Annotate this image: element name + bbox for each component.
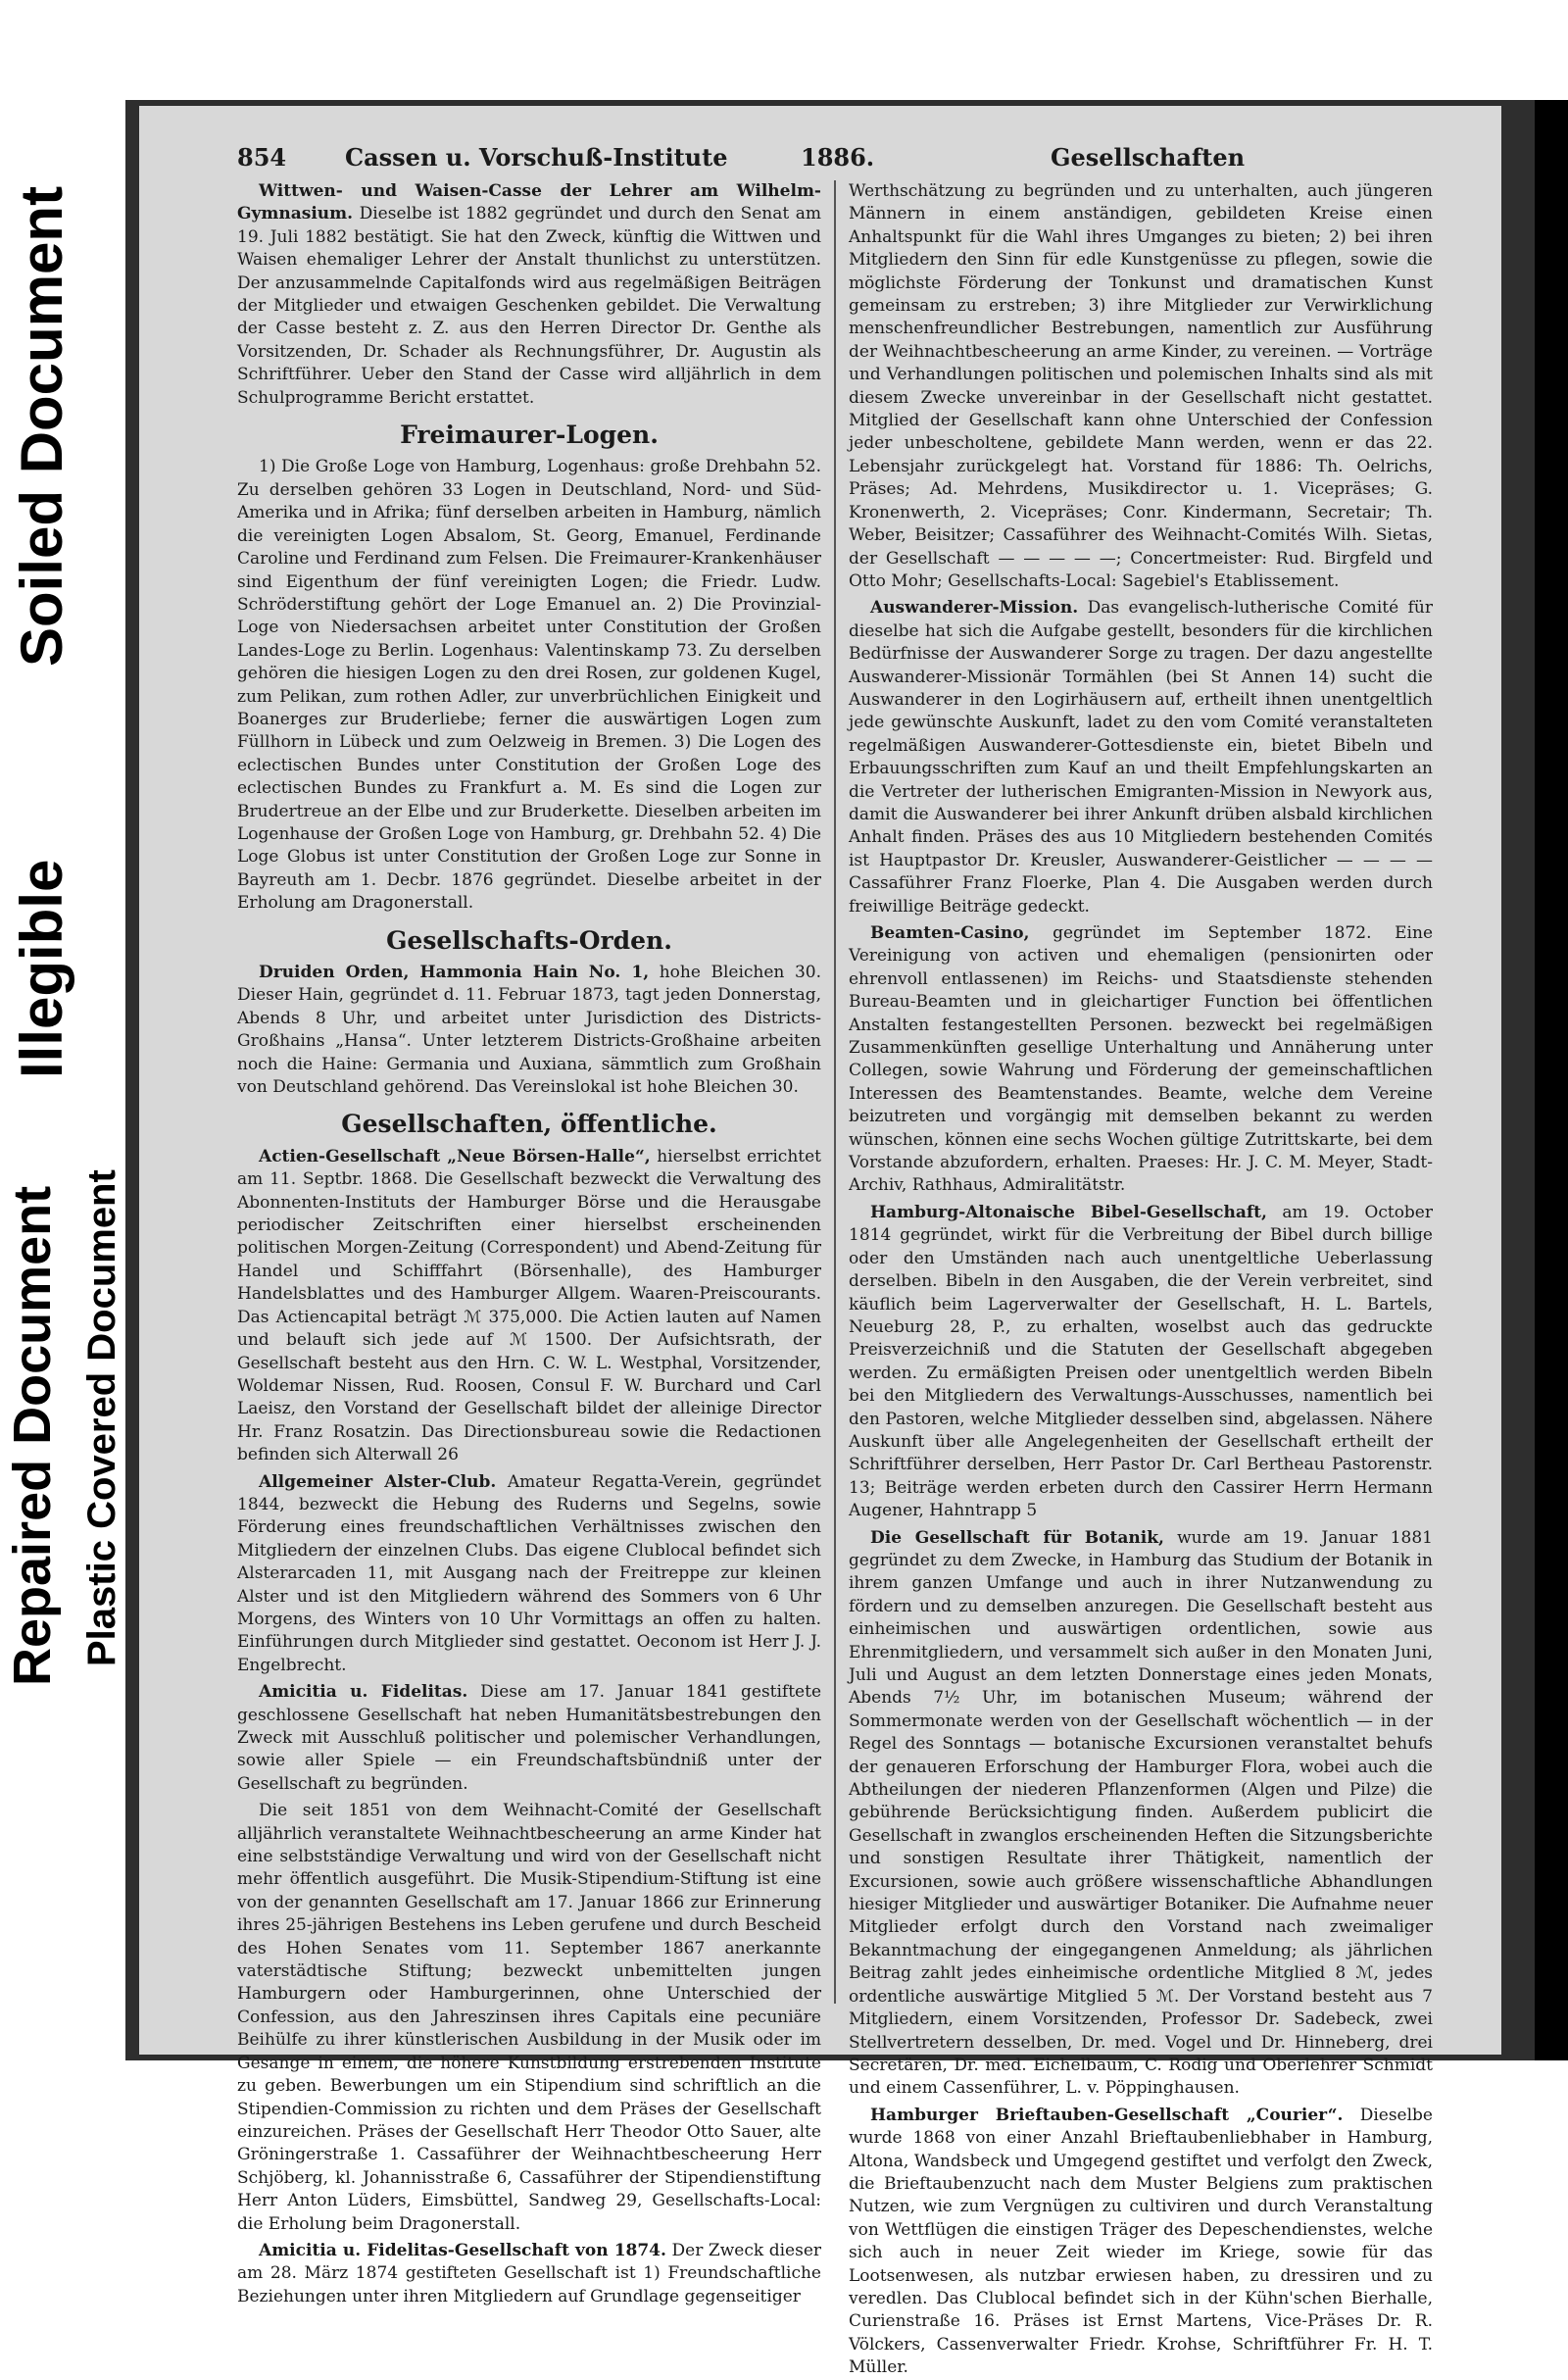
entry-text: Diese am 17. Januar 1841 gestiftete geschlossene Gesellschaft hat neben Humanitätsbestrebungen den Zweck mit Ausschluß politischer und polemischer Verhandlungen, sowie aller Spiele — ein Freundschaftsbündniß unter der Gesellschaft zu begründen. <box>237 1682 822 1794</box>
entry-text: hohe Bleichen 30. Dieser Hain, gegründet d. 11. Februar 1873, tagt jeden Donnerstag, Abends 8 Uhr, und arbeitet unter Jurisdiction des Districts-Großhains „Hansa“. Unter letzterem Districts-Großhaine arbeiten noch die Haine: Germania und Auxiana, sämmtlich zum Großhain von Deutschland gehörend. Das Vereinslokal ist hohe Bleichen 30. <box>237 963 821 1098</box>
running-header <box>237 139 1433 174</box>
illegible-stamp: Illegible <box>9 859 74 1078</box>
entry-boersenhalle <box>237 1146 821 1467</box>
entry-beamten-casino <box>849 922 1433 1198</box>
page-content <box>237 139 1434 2378</box>
entry-text: Dieselbe wurde 1868 von einer Anzahl Brieftaubenliebhaber in Hamburg, Altona, Wandsbeck und Umgegend gestiftet und verfolgt den Zweck, die Brieftaubenzucht nach dem Muster Belgiens zum praktischen Nutzen, wie zum Vergnügen zu cultiviren und durch Veranstaltung von Wettflügen die einstigen Träger des Depeschendienstes, welche sich auch in neuer Zeit wieder im Kriege, sowie für das Lootsenwesen, als nutzbar erwiesen haben, zu dressiren und zu veredlen. Das Clublocal befindet sich in der Kühn'schen Bierhalle, Curienstraße 16. Präses ist Ernst Martens, Vice-Präses Dr. R. Völckers, Cassenverwalter Friedr. Krohse, Schriftführer Fr. H. T. Müller. <box>849 2105 1433 2378</box>
scan-edge-right <box>1535 100 1568 2060</box>
entry-text: Der Zweck dieser am 28. März 1874 gestifteten Gesellschaft ist 1) Freundschaftliche Beziehungen unter ihren Mitgliedern auf Grundlage gegenseitiger <box>237 2240 822 2306</box>
left-column <box>237 180 822 2306</box>
soiled-document-stamp: Soiled Document <box>9 185 74 667</box>
repaired-document-stamp: Repaired Document <box>3 1185 62 1686</box>
running-title: Cassen u. Vorschuß-Institute <box>345 143 728 172</box>
entry-amicitia-stiftung: Die seit 1851 von dem Weihnacht-Comité der Gesellschaft alljährlich veranstaltete Weihnachtbescheerung an arme Kinder hat eine selbstständige Verwaltung und wird von der Gesellschaft nicht mehr öffentlich ausgeführt. Die Musik-Stipendium-Stiftung ist eine von der genannten Gesellschaft am 17. Januar 1866 zur Erinnerung ihres 25-jährigen Bestehens ins Leben gerufene und durch Bescheid des Hohen Senates vom 11. September 1867 anerkannte vaterstädtische Stiftung; bezweckt unbemittelten jungen Hamburgern oder Hamburgerinnen, ohne Unterschied der Confession, aus den Jahreszinsen ihres Capitals eine pecuniäre Beihülfe zu ihrer künstlerischen Ausbildung in der Musik oder im Gesange in einem, die höhere Kunstbildung erstrebenden Institute zu geben. Bewerbungen um ein Stipendium sind schriftlich an die Stipendien-Commission zu richten und dem Präses der Gesellschaft einzureichen. Präses der Gesellschaft Herr Theodor Otto Sauer, alte Gröningerstraße 1. Cassaführer der Weihnachtbescheerung Herr Schjöberg, kl. Johannisstraße 6, Cassaführer der Stipendienstiftung Herr Anton Lüders, Eimsbüttel, Sandweg 29, Gesellschafts-Local: die Erholung beim Dragonerstall. <box>237 1801 821 2234</box>
entry-alster-club <box>237 1471 821 1678</box>
scanned-page <box>139 106 1501 2378</box>
entry-text: Das evangelisch-lutherische Comité für dieselbe hat sich die Aufgabe gestellt, besonders für die kirchlichen Bedürfnisse der Auswanderer Sorge zu tragen. Der dazu angestellte Auswanderer-Missionär Tormählen (bei St Annen 14) sucht die Auswanderer in den Logirhäusern auf, ertheilt ihnen unentgeltlich jede gewünschte Auskunft, ladet zu den vom Comité veranstalteten regelmäßigen Auswanderer-Gottesdienste ein, bietet Bibeln und Erbauungsschriften zum Kauf an und theilt Empfehlungskarten an die Vertreter der lutherischen Emigranten-Mission in Newyork aus, damit die Auswanderer bei ihrer Ankunft drüben alsbald kirchlichen Anhalt finden. Präses des aus 10 Mitgliedern bestehenden Comités ist Hauptpastor Dr. Kreusler, Auswanderer-Geistlicher — — — — Cassaführer Franz Floerke, Plan 4. Die Ausgaben werden durch freiwillige Beiträge gedeckt. <box>849 598 1434 917</box>
entry-text: am 19. October 1814 gegründet, wirkt für die Verbreitung der Bibel durch billige oder den Umständen nach auch unentgeltliche Ueberlassung derselben. Bibeln in den Ausgaben, die der Verein verbreitet, sind käuflich beim Lagerverwalter der Gesellschaft, H. L. Bartels, Neueburg 28, P., zu erhalten, woselbst auch das gedruckte Preisverzeichniß und die Statuten der Gesellschaft abgegeben werden. Zu ermäßigten Preisen oder unentgeltlich werden Bibeln bei den Mitgliedern des Verwaltungs-Ausschusses, namentlich bei den Pastoren, welche Mitglieder desselben sind, abgelassen. Nähere Auskunft über alle Angelegenheiten der Gesellschaft ertheilt der Schriftführer derselben, Herr Pastor Dr. Carl Bertheau Pastorenstr. 13; Beiträge werden erbeten durch den Cassirer Herrn Hermann Augener, Hahntrapp 5 <box>849 1202 1433 1521</box>
entry-text: Amateur Regatta-Verein, gegründet 1844, bezweckt die Hebung des Ruderns und Segelns, sowie Förderung eines freundschaftlichen Verhältnisses zwischen den Mitgliedern der einzelnen Clubs. Das eigene Clublocal befindet sich Alsterarcaden 11, mit Ausgang nach der Freitreppe zur kleinen Alster und ist den Mitgliedern während des Sommers von 6 Uhr Morgens, des Winters von 10 Uhr Vormittags an offen zu halten. Einführungen durch Mitglieder sind gestattet. Oeconom ist Herr J. J. Engelbrecht. <box>237 1471 821 1675</box>
entry-brieftauben <box>849 2105 1433 2380</box>
entry-lead: Hamburg-Altonaische Bibel-Gesellschaft, <box>870 1202 1267 1222</box>
entry-auswanderer-mission <box>849 597 1433 918</box>
section-title: Gesellschaften <box>1051 143 1246 172</box>
column-divider <box>834 180 836 2004</box>
heading-oeffentliche: Gesellschaften, öffentliche. <box>341 1110 717 1139</box>
entry-text: Dieselbe ist 1882 gegründet und durch den Senat am 19. Juli 1882 bestätigt. Sie hat den Zweck, künftig die Wittwen und Waisen ehemaliger Lehrer der Anstalt thunlichst zu unterstützen. Der anzusammelnde Capitalfonds wird aus regelmäßigen Beiträgen der Mitglieder und etwaigen Geschenken gebildet. Die Verwaltung der Casse besteht z. Z. aus den Herren Director Dr. Genthe als Vorsitzenden, Dr. Schader als Rechnungsführer, Dr. Augustin als Schriftführer. Ueber den Stand der Casse wird alljährlich in dem Schulprogramme Bericht erstattet. <box>237 204 821 408</box>
entry-lead: Wittwen- und Waisen-Casse der Lehrer am Wilhelm-Gymnasium. <box>237 181 821 224</box>
entry-lead: Allgemeiner Alster-Club. <box>259 1471 497 1492</box>
entry-botanik <box>849 1527 1433 2101</box>
entry-lead: Hamburger Brieftauben-Gesellschaft „Courier“. <box>870 2105 1344 2125</box>
entry-lead: Amicitia u. Fidelitas-Gesellschaft von 1874. <box>259 2240 666 2260</box>
entry-lead: Auswanderer-Mission. <box>870 598 1079 619</box>
plastic-covered-stamp: Plastic Covered Document <box>80 1169 123 1666</box>
entry-text: gegründet im September 1872. Eine Vereinigung von activen und ehemaligen (pensionirten oder ehrenvoll entlassenen) im Reichs- und Staatsdienste stehenden Bureau-Beamten und in gleichartiger Function bei öffentlichen Anstalten festangestellten Personen. bezweckt bei regelmäßigen Zusammenkünften gesellige Unterhaltung und Annäherung unter Collegen, sowie Wahrung und Förderung der gemeinschaftlichen Interessen des Beamtenstandes. Beamte, welche dem Vereine beizutreten und vorgängig mit demselben bekannt zu werden wünschen, können eine sechs Wochen gültige Zutrittskarte, bei dem Vorstande abzufordern, erhalten. Praeses: Hr. J. C. M. Meyer, Stadt-Archiv, Rathhaus, Admiralitätstr. <box>849 923 1433 1196</box>
entry-bibel-gesellschaft <box>849 1202 1433 1523</box>
entry-lead: Die Gesellschaft für Botanik, <box>870 1527 1164 1548</box>
year: 1886. <box>801 143 875 172</box>
page-number: 854 <box>237 143 287 172</box>
right-column <box>849 180 1434 2378</box>
heading-orden: Gesellschafts-Orden. <box>386 925 672 955</box>
entry-lead: Beamten-Casino, <box>870 923 1030 943</box>
entry-lead: Actien-Gesellschaft „Neue Börsen-Halle“, <box>259 1146 651 1166</box>
entry-text: hierselbst errichtet am 11. Septbr. 1868. Die Gesellschaft bezweckt die Verwaltung des Abonnenten-Instituts der Hamburger Börse und die Herausgabe periodischer Zeitschriften einer hierselbst erscheinenden politischen Morgen-Zeitung (Correspondent) und Abend-Zeitung für Handel und Schifffahrt (Börsenhalle), des Hamburger Handelsblattes und des Hamburger Allgem. Waaren-Preiscourants. Das Actiencapital beträgt ℳ 375,000. Die Actien lauten auf Namen und belauft sich jede auf ℳ 1500. Der Aufsichtsrath, der Gesellschaft besteht aus den Hrn. C. W. L. Westphal, Vorsitzender, Woldemar Nissen, Rud. Roosen, Consul F. W. Burchard und Carl Laeisz, den Vorstand der Gesellschaft bildet der alleinige Director Hr. Franz Rosatzin. Das Directionsbureau sowie die Redactionen befinden sich Alterwall 26 <box>237 1146 821 1465</box>
entry-lead: Amicitia u. Fidelitas. <box>259 1682 468 1703</box>
entry-druiden <box>237 962 821 1099</box>
entry-lead: Druiden Orden, Hammonia Hain No. 1, <box>259 963 650 982</box>
heading-freimaurer: Freimaurer-Logen. <box>400 421 659 450</box>
entry-witwen <box>237 180 821 410</box>
entry-freimaurer: 1) Die Große Loge von Hamburg, Logenhaus: große Drehbahn 52. Zu derselben gehören 33 Logen in Deutschland, Nord- und Süd-Amerika und in Afrika; fünf derselben arbeiten in Hamburg, nämlich die vereinigten Logen Absalom, St. Georg, Emanuel, Ferdinande Caroline und Ferdinand zum Felsen. Die Freimaurer-Krankenhäuser sind Eigenthum der fünf vereinigten Logen; die Friedr. Ludw. Schröderstiftung gehört der Loge Emanuel an. 2) Die Provinzial-Loge von Niedersachsen arbeitet unter Constitution der Großen Landes-Loge zu Berlin. Logenhaus: Valentinskamp 73. Zu derselben gehören die hiesigen Logen zu den drei Rosen, zur goldenen Kugel, zum Pelikan, zum rothen Adler, zur unverbrüchlichen Einigkeit und Boanerges zur Bruderliebe; ferner die auswärtigen Logen zum Füllhorn in Lübeck und zum Oelzweig in Bremen. 3) Die Logen des eclectischen Bundes unter Constitution der Großen Loge des eclectischen Bundes zu Frankfurt a. M. Es sind die Logen zur Brudertreue an der Elbe und zur Bruderkette. Dieselben arbeiten im Logenhause der Großen Loge von Hamburg, gr. Drehbahn 52. 4) Die Loge Globus ist unter Constitution der Großen Loge zur Sonne in Bayreuth am 1. Decbr. 1876 gegründet. Dieselbe arbeitet in der Erholung am Dragonerstall. <box>237 457 821 914</box>
entry-amicitia <box>237 1681 821 1796</box>
entry-text: wurde am 19. Januar 1881 gegründet zu dem Zwecke, in Hamburg das Studium der Botanik in ihrem ganzen Umfange und auch in ihrer Nutzanwendung zu fördern und zu demselben anzuregen. Die Gesellschaft besteht aus einheimischen und auswärtigen ordentlichen, sowie aus Ehrenmitgliedern, und versammelt sich außer in den Monaten Juni, Juli und August an dem letzten Donnerstage eines jeden Monats, Abends 7½ Uhr, im botanischen Museum; während der Sommermonate werden von der Gesellschaft wöchentlich — in der Regel des Sonntags — botanische Excursionen veranstaltet behufs der genaueren Erforschung der Hamburger Flora, wobei auch die Abtheilungen der niederen Pflanzenformen (Algen und Pilze) die gebührende Berücksichtigung finden. Außerdem publicirt die Gesellschaft in zwanglos erscheinenden Heften die Sitzungsberichte und sonstigen Resultate ihrer Thätigkeit, namentlich der Excursionen, sowie auch größere wissenschaftliche Abhandlungen hiesiger Mitglieder und auswärtiger Botaniker. Die Aufnahme neuer Mitglieder erfolgt durch den Vorstand nach zweimaliger Bekanntmachung der eingegangenen Anmeldung; als jährlichen Beitrag zahlt jedes einheimische ordentliche Mitglied 8 ℳ, jedes ordentliche auswärtige Mitglied 5 ℳ. Der Vorstand besteht aus 7 Mitgliedern, einem Vorsitzenden, Professor Dr. Sadebeck, zwei Stellvertretern desselben, Dr. med. Vogel und Dr. Hinneberg, drei Secretären, Dr. med. Eichelbaum, C. Rodig und Oberlehrer Schmidt und einem Cassenführer, L. v. Pöppinghausen. <box>849 1527 1433 2099</box>
entry-amicitia-1874-continued: Werthschätzung zu begründen und zu unterhalten, auch jüngeren Männern in einem anständigen, gebildeten Kreise einen Anhaltspunkt für die Wahl ihres Umganges zu bieten; 2) bei ihren Mitgliedern den Sinn für edle Kunstgenüsse zu pflegen, sowie die möglichste Förderung der Tonkunst und dramatischen Kunst gemeinsam zu erstreben; 3) ihre Mitglieder zur Verwirklichung menschenfreundlicher Bestrebungen, namentlich zur Ausführung der Weihnachtbescheerung an arme Kinder, zu vereinen. — Vorträge und Verhandlungen politischen und polemischen Inhalts sind als mit diesem Zwecke unvereinbar in der Gesellschaft nicht gestattet. Mitglied der Gesellschaft kann ohne Unterschied der Confession jeder unbescholtene, gebildete Mann werden, wenn er das 22. Lebensjahr zurückgelegt hat. Vorstand für 1886: Th. Oelrichs, Präses; Ad. Mehrdens, Musikdirector u. 1. Vicepräses; G. Kronenwerth, 2. Vicepräses; Conr. Kindermann, Secretair; Th. Weber, Beisitzer; Cassaführer des Weihnacht-Comités Wilh. Sietas, der Gesellschaft — — — — —; Concertmeister: Rud. Birgfeld und Otto Mohr; Gesellschafts-Local: Sagebiel's Etablissement. <box>849 181 1433 591</box>
entry-amicitia-1874 <box>237 2240 821 2308</box>
